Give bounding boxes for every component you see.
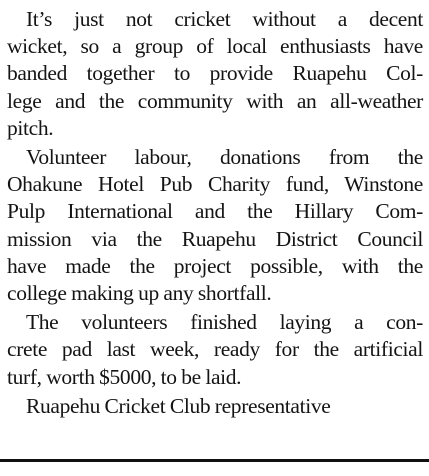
paragraph-1-line-2: wicket, so a group of local enthusiasts have	[7, 34, 423, 59]
paragraph-1-line-1: It’s just not cricket without a decent	[26, 7, 423, 31]
paragraph-4-line-1: Ruapehu Cricket Club representative	[26, 393, 331, 418]
paragraph-2-line-3: Pulp International and the Hillary Com-	[7, 199, 423, 224]
headline-fragment	[0, 0, 429, 3]
article-body	[7, 6, 423, 420]
paragraph-2	[7, 144, 423, 307]
paragraph-3-line-1: The volunteers finished laying a con-	[26, 310, 423, 335]
paragraph-1-line-5: pitch.	[7, 115, 54, 140]
paragraph-4	[7, 393, 423, 420]
paragraph-1-line-3: banded together to provide Ruapehu Col-	[7, 61, 423, 86]
paragraph-2-line-1: Volunteer labour, donations from the	[26, 145, 423, 170]
paragraph-3-line-3: turf, worth $5000, to be laid.	[7, 364, 242, 389]
column-bottom-rule	[0, 459, 429, 462]
paragraph-3	[7, 309, 423, 391]
paragraph-3-line-2: crete pad last week, ready for the artificial	[7, 337, 423, 362]
paragraph-2-line-2: Ohakune Hotel Pub Charity fund, Winstone	[7, 172, 423, 197]
paragraph-2-line-5: have made the project possible, with the	[7, 253, 423, 278]
paragraph-2-line-6: college making up any shortfall.	[7, 281, 272, 306]
paragraph-2-line-4: mission via the Ruapehu District Council	[7, 226, 423, 251]
paragraph-1-line-4: lege and the community with an all-weather	[7, 88, 423, 113]
paragraph-1	[7, 6, 423, 142]
